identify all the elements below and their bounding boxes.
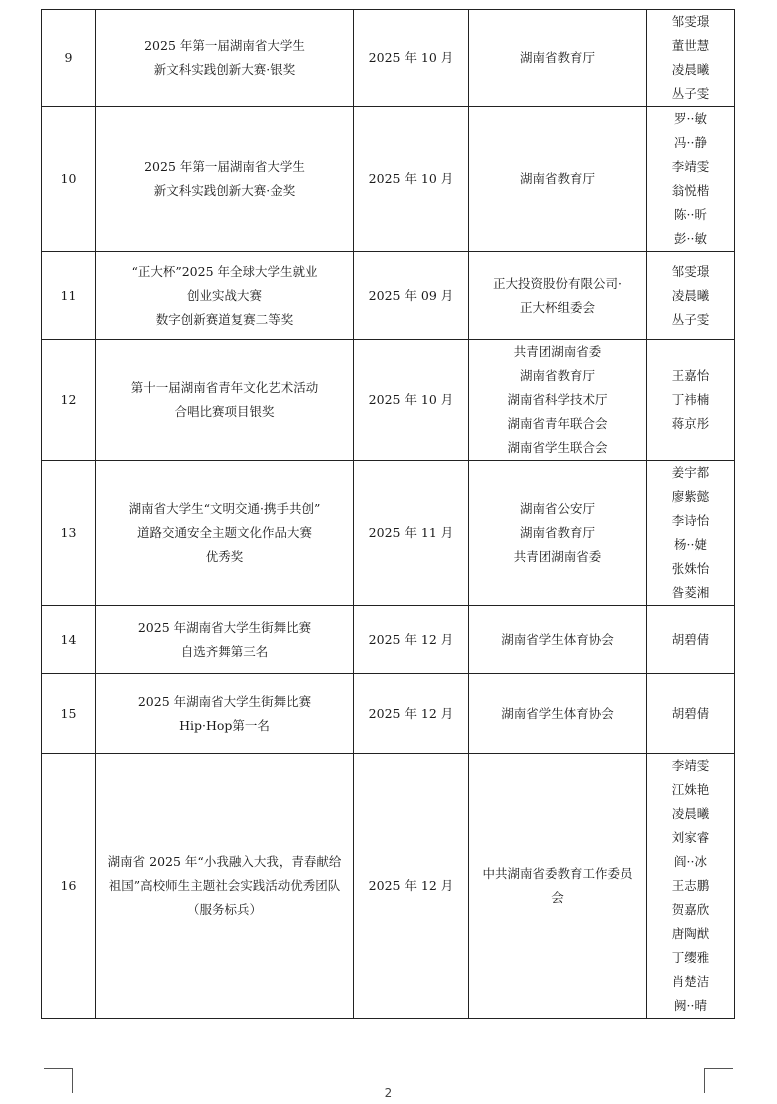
award-name-line: 湖南省 2025 年“小我融入大我，青春献给祖国”高校师生主题社会实践活动优秀团队（服务标兵） (107, 854, 342, 917)
recipient-name: 凌晨曦 (671, 806, 710, 821)
recipient-name: 李靖雯 (671, 159, 710, 174)
table-row (42, 10, 735, 107)
award-name-line: 新文科实践创新大赛·银奖 (153, 62, 296, 77)
organization-line: 湖南省教育厅 (519, 525, 595, 540)
award-date-text: 2025 年 12 月 (368, 878, 454, 893)
row-number-text: 12 (60, 392, 77, 407)
award-name-line: 创业实战大赛 (186, 287, 262, 303)
recipient-name: 胡碧倩 (671, 631, 710, 647)
award-date-text: 2025 年 10 月 (368, 392, 454, 407)
award-date (354, 606, 469, 674)
award-name-line: 2025 年湖南省大学生街舞比赛 (137, 619, 312, 635)
award-name-line: Hip·Hop第一名 (179, 717, 270, 733)
recipient-name: 贺嘉欣 (671, 902, 710, 917)
recipient-name: 邹雯璟 (671, 263, 710, 279)
table-row (42, 252, 735, 340)
recipient-name: 昝菱湘 (671, 585, 710, 600)
award-name-line: 2025 年湖南省大学生街舞比赛 (137, 693, 312, 709)
recipient-name: 蒋京彤 (671, 416, 710, 431)
award-date (354, 461, 469, 606)
award-recipients (647, 252, 735, 340)
recipient-name: 丁缨雅 (671, 950, 710, 965)
award-name-line: 优秀奖 (205, 549, 244, 564)
award-recipients (647, 107, 735, 252)
award-date (354, 754, 469, 1019)
award-name (96, 340, 354, 461)
award-recipients (647, 754, 735, 1019)
issuing-organization (469, 754, 647, 1019)
issuing-organization (469, 340, 647, 461)
recipient-name: 邹雯璟 (671, 14, 710, 29)
issuing-organization (469, 252, 647, 340)
organization-line: 湖南省青年联合会 (507, 416, 608, 431)
recipient-name: 姜宇都 (671, 465, 710, 480)
organization-line: 中共湖南省委教育工作委员会 (482, 866, 633, 905)
award-date (354, 674, 469, 754)
row-number-text: 14 (60, 631, 77, 647)
award-date (354, 252, 469, 340)
row-number (42, 674, 96, 754)
award-recipients (647, 606, 735, 674)
organization-line: 湖南省教育厅 (519, 50, 595, 65)
recipient-name: 江姝艳 (671, 782, 710, 797)
organization-line: 共青团湖南省委 (513, 549, 602, 564)
award-name-line: 2025 年第一届湖南省大学生 (144, 159, 305, 174)
recipient-name: 肖楚洁 (671, 974, 710, 989)
recipient-name: 张姝怡 (671, 561, 710, 576)
row-number (42, 461, 96, 606)
recipient-name: 凌晨曦 (671, 62, 710, 77)
recipient-name: 陈··昕 (674, 207, 707, 222)
row-number-text: 13 (60, 525, 77, 540)
award-recipients (647, 461, 735, 606)
table-row (42, 674, 735, 754)
awards-table-body (42, 10, 735, 1019)
award-date (354, 107, 469, 252)
award-date-text: 2025 年 12 月 (368, 705, 454, 721)
table-row (42, 107, 735, 252)
award-name-line: 第十一届湖南省青年文化艺术活动 (130, 380, 319, 395)
award-recipients (647, 10, 735, 107)
issuing-organization (469, 674, 647, 754)
table-row (42, 606, 735, 674)
recipient-name: 翁悦楷 (671, 183, 710, 198)
row-number (42, 606, 96, 674)
table-row (42, 461, 735, 606)
award-recipients (647, 340, 735, 461)
recipient-name: 冯··静 (674, 135, 707, 150)
recipient-name: 李靖雯 (671, 758, 710, 773)
recipient-name: 阎··冰 (674, 854, 707, 869)
award-name-line: “正大杯”2025 年全球大学生就业 (131, 263, 318, 279)
recipient-name: 胡碧倩 (671, 705, 710, 721)
award-name-line: 合唱比赛项目银奖 (174, 404, 275, 419)
organization-line: 湖南省科学技术厅 (507, 392, 608, 407)
issuing-organization (469, 606, 647, 674)
recipient-name: 杨··婕 (674, 537, 707, 552)
recipient-name: 丁祎楠 (671, 392, 710, 407)
award-name-line: 道路交通安全主题文化作品大赛 (136, 525, 312, 540)
issuing-organization (469, 461, 647, 606)
recipient-name: 廖紫懿 (671, 489, 710, 504)
recipient-name: 王志鹏 (671, 878, 710, 893)
row-number-text: 11 (60, 287, 77, 303)
row-number-text: 10 (60, 171, 77, 186)
award-name (96, 606, 354, 674)
table-row (42, 340, 735, 461)
award-date-text: 2025 年 11 月 (368, 525, 454, 540)
recipient-name: 王嘉怡 (671, 368, 710, 383)
row-number (42, 10, 96, 107)
organization-line: 共青团湖南省委 (513, 344, 602, 359)
recipient-name: 罗··敏 (674, 111, 707, 126)
award-name-line: 2025 年第一届湖南省大学生 (144, 38, 305, 53)
award-date-text: 2025 年 10 月 (368, 50, 454, 65)
award-date-text: 2025 年 12 月 (368, 631, 454, 647)
award-name-line: 数字创新赛道复赛二等奖 (155, 311, 294, 327)
row-number (42, 252, 96, 340)
award-date (354, 10, 469, 107)
row-number (42, 107, 96, 252)
row-number (42, 754, 96, 1019)
issuing-organization (469, 107, 647, 252)
recipient-name: 丛子雯 (671, 311, 710, 327)
recipient-name: 唐陶猷 (671, 926, 710, 941)
organization-line: 湖南省学生体育协会 (501, 631, 614, 647)
recipient-name: 丛子雯 (671, 86, 710, 101)
award-date (354, 340, 469, 461)
organization-line: 正大杯组委会 (519, 299, 595, 315)
organization-line: 正大投资股份有限公司· (493, 275, 622, 291)
row-number-text: 16 (60, 878, 77, 893)
award-name (96, 10, 354, 107)
recipient-name: 阙··晴 (674, 998, 707, 1013)
row-number-text: 9 (64, 50, 73, 65)
row-number-text: 15 (60, 705, 77, 721)
awards-table (41, 9, 735, 1019)
award-name (96, 107, 354, 252)
recipient-name: 刘家睿 (671, 830, 710, 845)
page-number: 2 (384, 1086, 393, 1100)
organization-line: 湖南省公安厅 (519, 501, 595, 516)
organization-line: 湖南省学生体育协会 (501, 705, 614, 721)
award-name (96, 252, 354, 340)
recipient-name: 彭··敏 (674, 231, 707, 246)
organization-line: 湖南省教育厅 (519, 171, 595, 186)
recipient-name: 李诗怡 (671, 513, 710, 528)
award-name (96, 754, 354, 1019)
award-name-line: 自选齐舞第三名 (180, 643, 269, 659)
award-name (96, 461, 354, 606)
award-name-line: 湖南省大学生“文明交通·携手共创” (128, 501, 321, 516)
recipient-name: 凌晨曦 (671, 287, 710, 303)
award-date-text: 2025 年 09 月 (368, 287, 454, 303)
award-date-text: 2025 年 10 月 (368, 171, 454, 186)
award-name (96, 674, 354, 754)
organization-line: 湖南省教育厅 (519, 368, 595, 383)
issuing-organization (469, 10, 647, 107)
award-recipients (647, 674, 735, 754)
award-name-line: 新文科实践创新大赛·金奖 (153, 183, 296, 198)
table-row (42, 754, 735, 1019)
recipient-name: 董世慧 (671, 38, 710, 53)
row-number (42, 340, 96, 461)
organization-line: 湖南省学生联合会 (507, 440, 608, 455)
